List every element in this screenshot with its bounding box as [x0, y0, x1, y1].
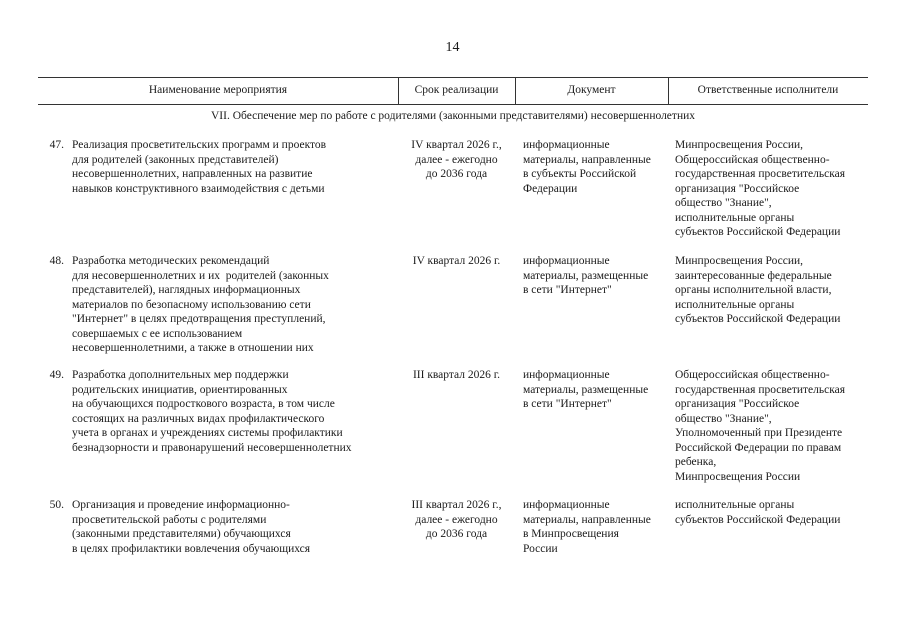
row-document: информационные материалы, направленные в субъекты Российской Федерации — [523, 139, 651, 195]
row-number: 50. — [49, 499, 64, 511]
header-term: Срок реализации — [414, 84, 499, 96]
header-bottom-rule — [38, 104, 868, 105]
header-name: Наименование мероприятия — [148, 84, 288, 96]
row-number: 47. — [49, 139, 64, 151]
row-responsible: исполнительные органы субъектов Российской Федерации — [675, 499, 841, 526]
header-top-rule — [38, 77, 868, 78]
row-term: IV квартал 2026 г. — [412, 255, 501, 267]
row-document: информационные материалы, размещенные в сети "Интернет" — [523, 369, 649, 410]
row-term: III квартал 2026 г., далее - ежегодно до 2036 года — [411, 499, 502, 540]
header-responsible: Ответственные исполнители — [697, 84, 839, 96]
page-number: 14 — [445, 40, 460, 55]
row-number: 49. — [49, 369, 64, 381]
row-name: Разработка дополнительных мер поддержки родительских инициатив, ориентированных на обучающихся подросткового возраста, в том числе состоящих на различных видах профилактического учета в органах и учреждениях системы профилактики безнадзорности и правонарушений несовершеннолетних — [72, 369, 352, 454]
row-document: информационные материалы, направленные в Минпросвещения России — [523, 499, 651, 555]
row-responsible: Общероссийская общественно- государственная просветительская организация "Российское общество "Знание", Уполномоченный при Президенте Российской Федерации по правам ребенка, Минпросвещения России — [675, 369, 846, 483]
section-title: VII. Обеспечение мер по работе с родителями (законными представителями) несовершеннолетних — [210, 110, 696, 122]
row-responsible: Минпросвещения России, заинтересованные федеральные органы исполнительной власти, исполнительные органы субъектов Российской Федерации — [675, 255, 841, 325]
row-responsible: Минпросвещения России, Общероссийская общественно- государственная просветительская организация "Российское общество "Знание", исполнительные органы субъектов Российской Федерации — [675, 139, 846, 238]
row-name: Организация и проведение информационно- просветительской работы с родителями (законными представителями) обучающихся в целях профилактики вовлечения обучающихся — [72, 499, 311, 555]
row-term: IV квартал 2026 г., далее - ежегодно до 2036 года — [411, 139, 502, 180]
row-name: Реализация просветительских программ и проектов для родителей (законных представителей) несовершеннолетних, направленных на развитие навыков конструктивного взаимодействия с детьми — [72, 139, 327, 195]
row-document: информационные материалы, размещенные в сети "Интернет" — [523, 255, 649, 296]
row-term: III квартал 2026 г. — [412, 369, 501, 381]
row-number: 48. — [49, 255, 64, 267]
row-name: Разработка методических рекомендаций для несовершеннолетних и их родителей (законных представителей), наглядных информационных материалов по безопасному использованию сети "Интернет" в целях предотвращения преступлений, совершаемых с ее использованием несовершеннолетними, а также в отношении них — [72, 255, 329, 354]
header-document: Документ — [567, 84, 616, 96]
